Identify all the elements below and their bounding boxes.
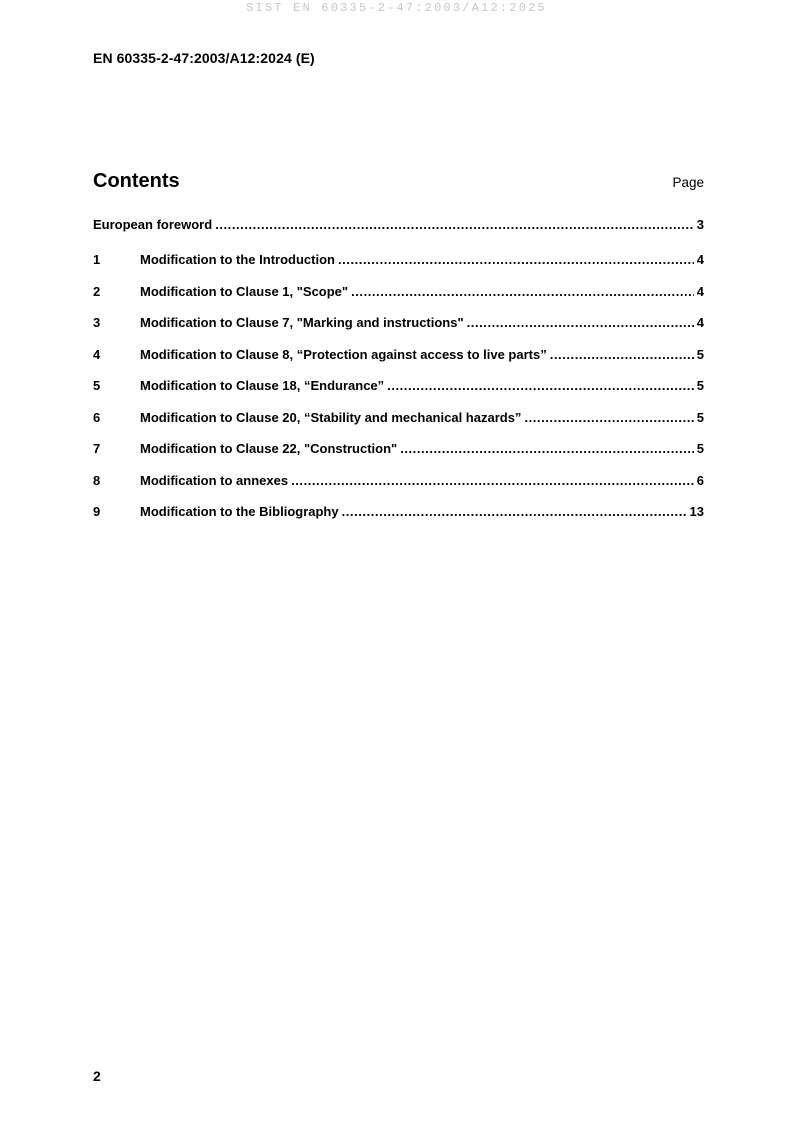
toc-entry-number: 7 bbox=[93, 441, 101, 456]
toc-dot-leader bbox=[351, 283, 694, 300]
toc-entry-number: 9 bbox=[93, 504, 101, 519]
toc-entry-title: Modification to annexes bbox=[140, 472, 289, 488]
toc-entry-number: 4 bbox=[93, 346, 101, 362]
page-number: 2 bbox=[93, 1068, 101, 1084]
toc-entry-page: 4 bbox=[696, 252, 704, 267]
toc-entry-title: Modification to the Bibliography bbox=[140, 504, 339, 519]
toc-entry-number: 1 bbox=[93, 252, 101, 267]
toc-entry-number: 5 bbox=[93, 378, 101, 393]
table-of-contents bbox=[93, 216, 704, 535]
toc-entry bbox=[93, 409, 704, 426]
toc-entry-page: 4 bbox=[696, 315, 704, 330]
standard-designation-header: EN 60335-2-47:2003/A12:2024 (E) bbox=[93, 50, 315, 66]
toc-entry bbox=[93, 251, 704, 268]
toc-entry-page: 3 bbox=[696, 217, 704, 232]
toc-entry bbox=[93, 503, 704, 520]
toc-entry bbox=[93, 377, 704, 394]
toc-dot-leader bbox=[291, 472, 694, 489]
toc-entry-page: 5 bbox=[696, 441, 704, 456]
toc-entry-number: 2 bbox=[93, 283, 101, 299]
toc-entry-title: Modification to Clause 22, "Construction" bbox=[140, 441, 398, 456]
contents-title: Contents bbox=[93, 170, 180, 192]
toc-entry-page: 5 bbox=[696, 346, 704, 362]
toc-entry-page: 13 bbox=[689, 504, 704, 519]
toc-entry bbox=[93, 314, 704, 331]
toc-entry bbox=[93, 472, 704, 489]
toc-entry-page: 5 bbox=[696, 409, 704, 425]
toc-entry bbox=[93, 440, 704, 457]
toc-entry-title: Modification to Clause 20, “Stability and mechanical hazards” bbox=[140, 409, 522, 425]
toc-entry-title: Modification to Clause 8, “Protection against access to live parts” bbox=[140, 346, 547, 362]
toc-entry bbox=[93, 346, 704, 363]
toc-dot-leader bbox=[338, 251, 694, 268]
toc-entry-title: European foreword bbox=[93, 217, 213, 232]
toc-dot-leader bbox=[550, 346, 694, 363]
contents-header-row bbox=[93, 170, 704, 193]
toc-dot-leader bbox=[342, 503, 687, 520]
toc-entry-number: 3 bbox=[93, 315, 101, 330]
toc-entry-title: Modification to the Introduction bbox=[140, 252, 335, 267]
toc-entry bbox=[93, 283, 704, 300]
toc-entry bbox=[93, 216, 704, 233]
toc-dot-leader bbox=[387, 377, 694, 394]
toc-entry-number: 6 bbox=[93, 409, 101, 425]
toc-entry-title: Modification to Clause 1, "Scope" bbox=[140, 283, 349, 299]
toc-entry-page: 5 bbox=[696, 378, 704, 393]
toc-dot-leader bbox=[524, 409, 693, 426]
toc-entry-page: 4 bbox=[696, 283, 704, 299]
toc-entry-title: Modification to Clause 18, “Endurance” bbox=[140, 378, 385, 393]
page-column-label: Page bbox=[672, 175, 704, 190]
toc-dot-leader bbox=[215, 216, 694, 233]
toc-entry-page: 6 bbox=[696, 472, 704, 488]
toc-entry-number: 8 bbox=[93, 472, 101, 488]
toc-entry-title: Modification to Clause 7, "Marking and instructions" bbox=[140, 315, 464, 330]
toc-dot-leader bbox=[400, 440, 694, 457]
toc-dot-leader bbox=[467, 314, 694, 331]
sist-reference-watermark: SIST EN 60335-2-47:2003/A12:2025 bbox=[246, 1, 547, 15]
